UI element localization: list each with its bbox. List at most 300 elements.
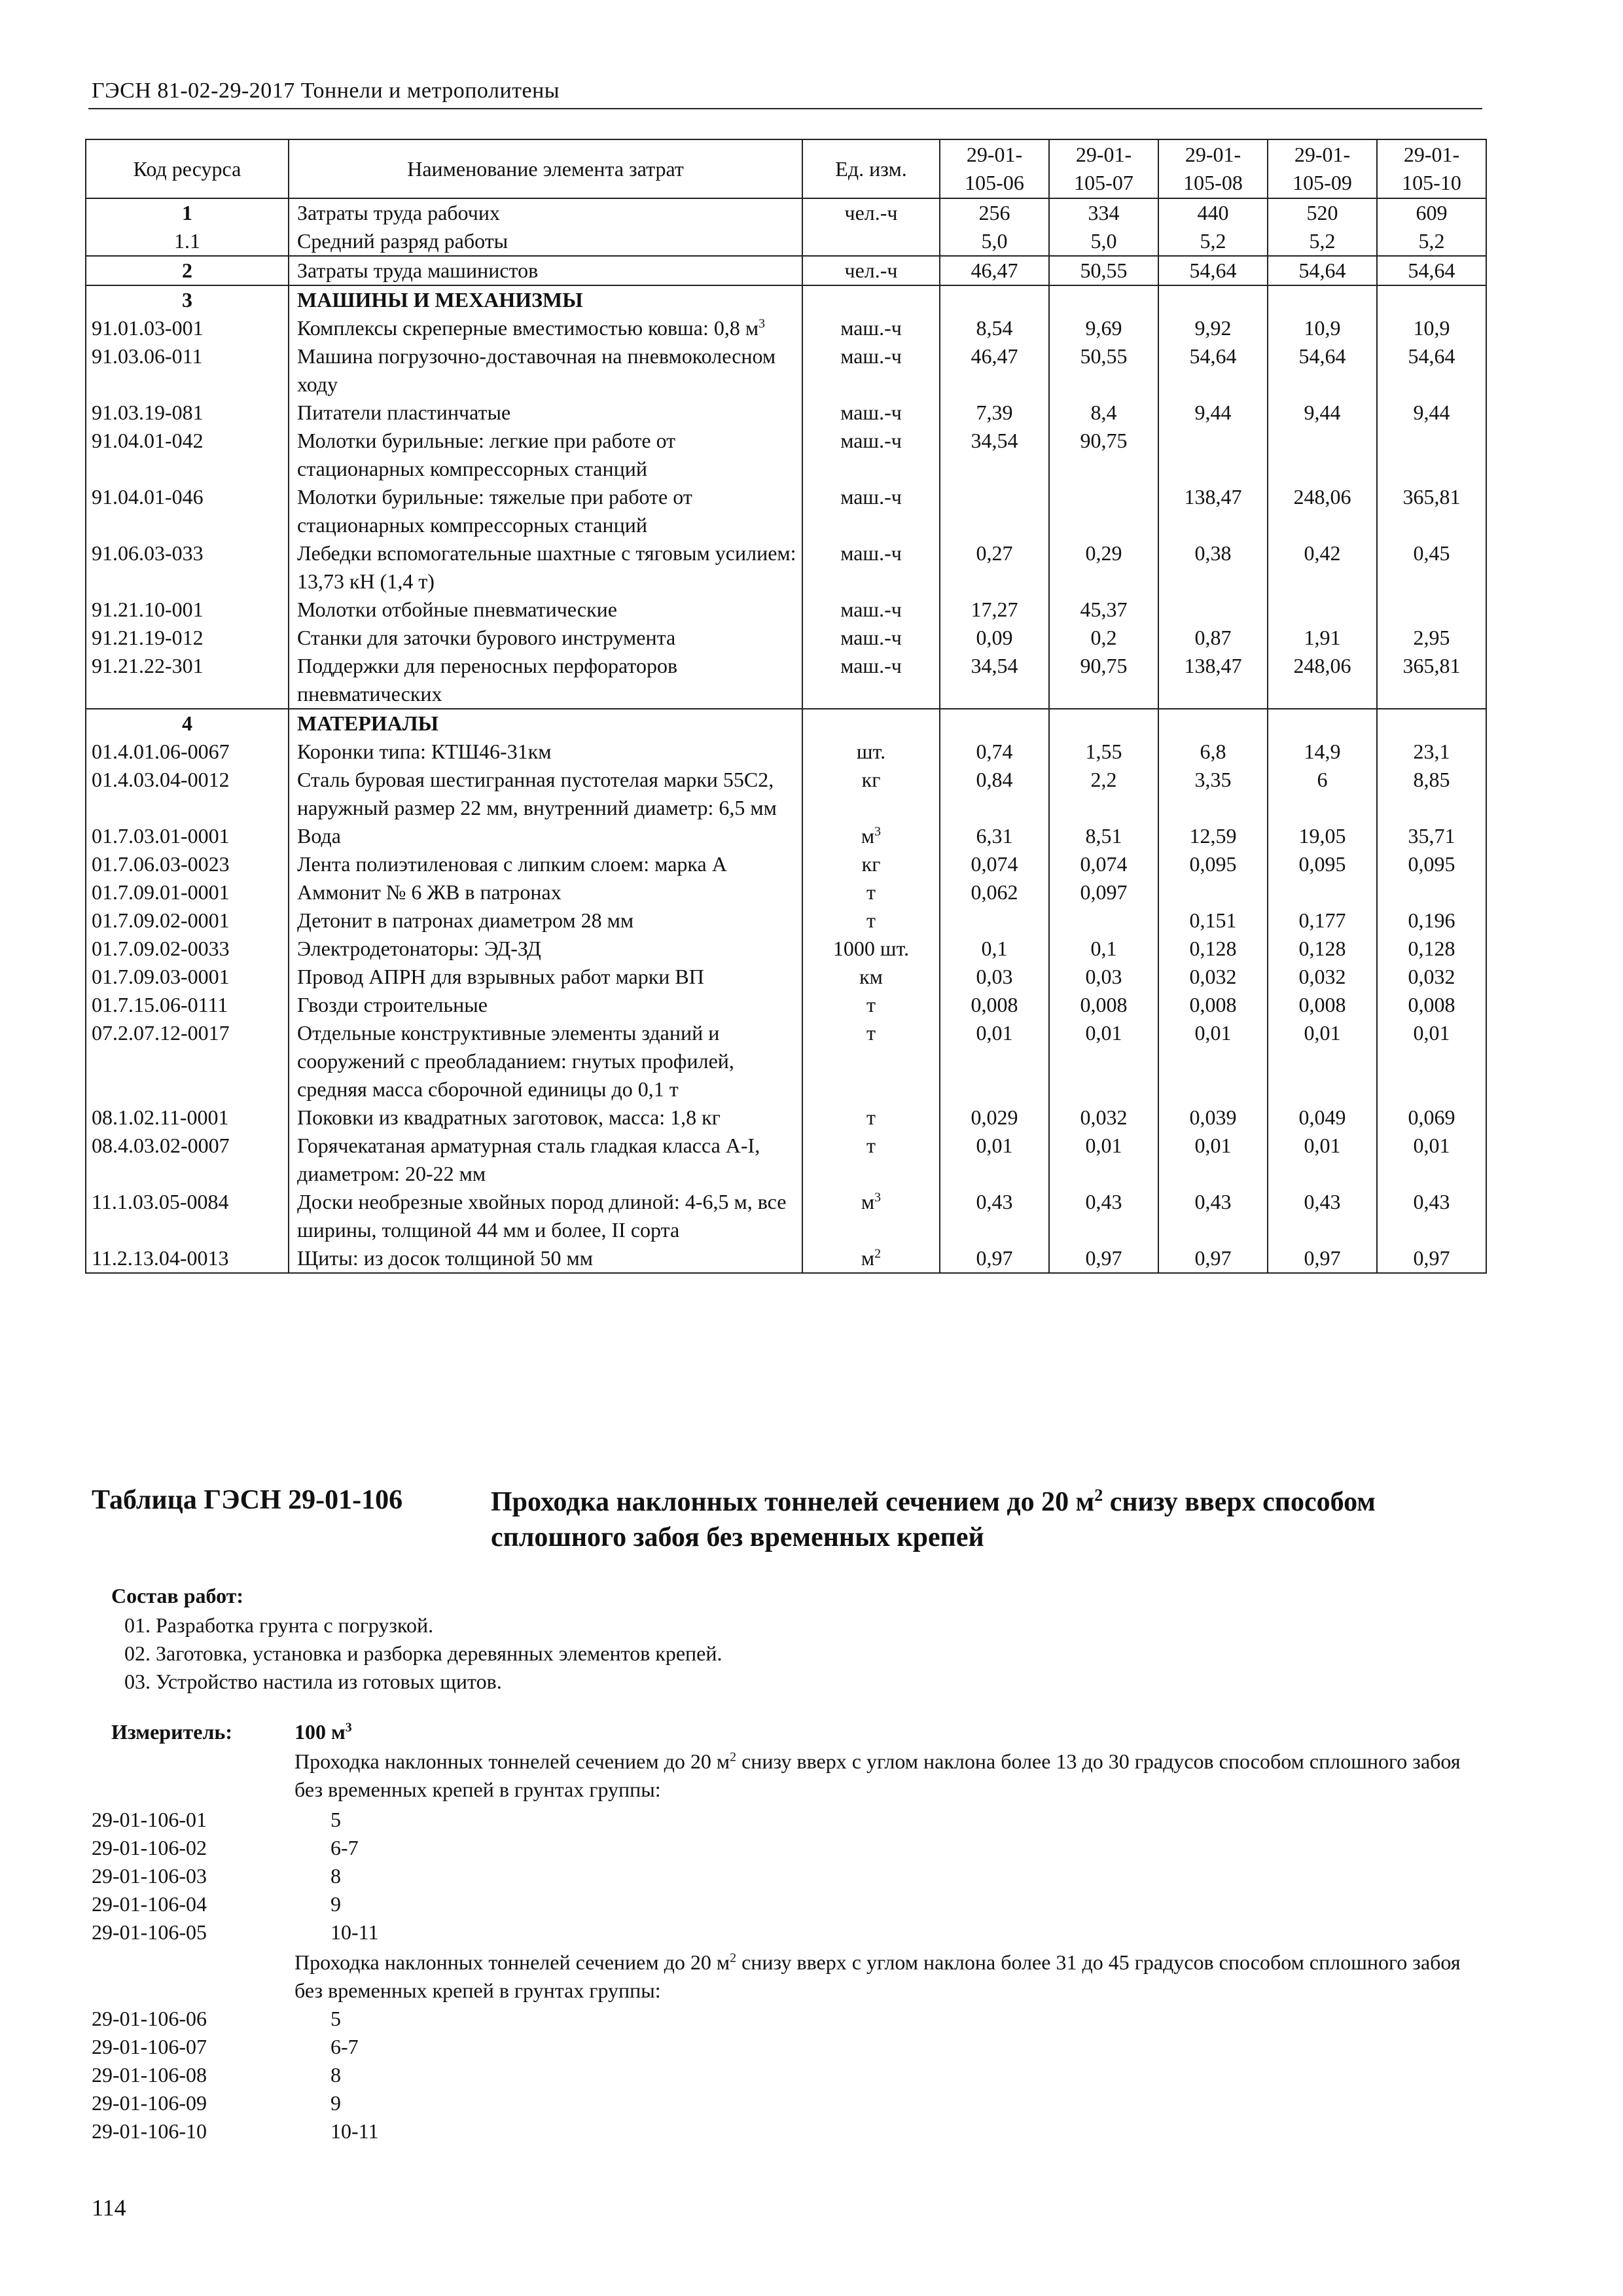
resource-code: 01.7.09.03-0001 — [86, 963, 289, 991]
resource-code: 08.4.03.02-0007 — [86, 1132, 289, 1188]
table-row — [86, 539, 1486, 596]
table-row — [86, 198, 1486, 227]
work-composition-item: 01. Разработка грунта с погрузкой. — [124, 1613, 434, 1637]
rate-value: 0,039 — [1158, 1103, 1268, 1132]
resource-code: 91.06.03-033 — [86, 539, 289, 596]
rate-value — [1377, 878, 1486, 906]
resource-name: Лента полиэтиленовая с липким слоем: марка А — [289, 850, 802, 878]
rate-value: 248,06 — [1268, 483, 1377, 539]
resource-code: 01.7.09.01-0001 — [86, 878, 289, 906]
rate-value: 365,81 — [1377, 483, 1486, 539]
rate-value — [1158, 596, 1268, 624]
rate-value: 0,074 — [940, 850, 1049, 878]
rate-value: 5,2 — [1377, 227, 1486, 256]
rate-value: 0,97 — [1158, 1244, 1268, 1273]
resource-name: Вода — [289, 822, 802, 850]
resource-code: 01.7.15.06-0111 — [86, 991, 289, 1019]
rate-value: 0,01 — [1268, 1019, 1377, 1103]
table-row — [86, 1103, 1486, 1132]
rate-value: 6,8 — [1158, 738, 1268, 766]
rate-value: 0,095 — [1158, 850, 1268, 878]
rate-value: 0,097 — [1049, 878, 1158, 906]
soil-group: 9 — [330, 1892, 341, 1916]
unit-cell: $м^3$ — [802, 822, 940, 850]
resource-name: Молотки бурильные: тяжелые при работе от стационарных компрессорных станций — [289, 483, 802, 539]
resource-code: 11.2.13.04-0013 — [86, 1244, 289, 1273]
work-composition-title: Состав работ: — [111, 1584, 244, 1607]
rate-value: 138,47 — [1158, 652, 1268, 709]
item-code: 29-01-106-05 — [92, 1920, 207, 1944]
rate-value: 0,01 — [940, 1019, 1049, 1103]
unit-cell: т — [802, 878, 940, 906]
resource-name: Затраты труда машинистов — [289, 256, 802, 285]
rate-value: 334 — [1049, 198, 1158, 227]
unit-cell: км — [802, 963, 940, 991]
rate-value: 609 — [1377, 198, 1486, 227]
rate-value: 50,55 — [1049, 342, 1158, 399]
rate-value: 0,43 — [940, 1188, 1049, 1244]
table-row — [86, 399, 1486, 427]
col-header-code: Код ресурса — [86, 139, 289, 198]
resource-name: Гвозди строительные — [289, 991, 802, 1019]
rate-value: 0,01 — [1268, 1132, 1377, 1188]
rate-value: 0,196 — [1377, 906, 1486, 935]
resource-name: Провод АПРН для взрывных работ марки ВП — [289, 963, 802, 991]
table-row — [86, 427, 1486, 483]
resource-name: Аммонит № 6 ЖВ в патронах — [289, 878, 802, 906]
rate-value: 365,81 — [1377, 652, 1486, 709]
rate-value: 0,095 — [1377, 850, 1486, 878]
table-row — [86, 850, 1486, 878]
rate-value: 0,032 — [1158, 963, 1268, 991]
table-row — [86, 991, 1486, 1019]
table-row — [86, 766, 1486, 822]
table-body — [86, 198, 1486, 1273]
resource-name: Лебедки вспомогательные шахтные с тяговым усилием: 13,73 кН (1,4 т) — [289, 539, 802, 596]
soil-group: 10-11 — [330, 1920, 379, 1944]
rate-value: 50,55 — [1049, 256, 1158, 285]
resource-name: Машина погрузочно-доставочная на пневмоколесном ходу — [289, 342, 802, 399]
resource-name: Сталь буровая шестигранная пустотелая марки 55С2, наружный размер 22 мм, внутренний диаметр: 6,5 мм — [289, 766, 802, 822]
rate-value: 0,151 — [1158, 906, 1268, 935]
table-row — [86, 935, 1486, 963]
rate-value: 9,92 — [1158, 314, 1268, 342]
item-code: 29-01-106-06 — [92, 2007, 207, 2030]
table-row — [86, 227, 1486, 256]
table-row — [86, 483, 1486, 539]
rate-value: 0,87 — [1158, 624, 1268, 652]
col-header-rate-line1: 29-01- — [1075, 143, 1132, 166]
rate-value: 0,008 — [1158, 991, 1268, 1019]
rate-value: 138,47 — [1158, 483, 1268, 539]
col-header-rate — [1377, 139, 1486, 198]
rate-value: 54,64 — [1268, 342, 1377, 399]
rate-value — [1158, 878, 1268, 906]
rate-value: 2,95 — [1377, 624, 1486, 652]
rate-value: 9,69 — [1049, 314, 1158, 342]
resource-name: Комплексы скреперные вместимостью ковша: 0,8 $м^3$ — [289, 314, 802, 342]
rate-value: 0,177 — [1268, 906, 1377, 935]
table-row — [86, 822, 1486, 850]
table-row — [86, 963, 1486, 991]
rate-value: 5,2 — [1158, 227, 1268, 256]
resource-code: 4 — [86, 709, 289, 738]
rate-value: 0,008 — [1049, 991, 1158, 1019]
unit-cell: т — [802, 1019, 940, 1103]
table-heading: Проходка наклонных тоннелей сечением до 20 $м^2$ снизу вверх способом сплошного забоя без временных крепей — [491, 1486, 1376, 1552]
rate-value — [1377, 709, 1486, 738]
rate-value: 0,97 — [940, 1244, 1049, 1273]
item-code: 29-01-106-03 — [92, 1864, 207, 1888]
resource-name: Молотки бурильные: легкие при работе от стационарных компрессорных станций — [289, 427, 802, 483]
col-header-rate-line1: 29-01- — [1294, 143, 1351, 166]
item-code: 29-01-106-01 — [92, 1808, 207, 1831]
resource-name: Поковки из квадратных заготовок, масса: 1,8 кг — [289, 1103, 802, 1132]
rate-value: 54,64 — [1158, 342, 1268, 399]
soil-group: 5 — [330, 1808, 341, 1831]
rate-value: 7,39 — [940, 399, 1049, 427]
rate-value: 0,008 — [1268, 991, 1377, 1019]
rate-value: 5,0 — [940, 227, 1049, 256]
unit-cell: маш.-ч — [802, 427, 940, 483]
soil-group: 6-7 — [330, 2035, 359, 2058]
rate-value: 0,1 — [940, 935, 1049, 963]
soil-group: 10-11 — [330, 2119, 379, 2143]
table-row — [86, 1244, 1486, 1273]
col-header-rate — [1158, 139, 1268, 198]
meter-label: Измеритель: — [111, 1720, 232, 1744]
rate-value: 19,05 — [1268, 822, 1377, 850]
rate-value: 10,9 — [1268, 314, 1377, 342]
rate-value: 0,97 — [1268, 1244, 1377, 1273]
resource-code: 91.03.06-011 — [86, 342, 289, 399]
rate-value: 0,032 — [1049, 1103, 1158, 1132]
section-heading: МАТЕРИАЛЫ — [289, 709, 802, 738]
col-header-rate — [1049, 139, 1158, 198]
rate-value — [940, 483, 1049, 539]
rate-value: 54,64 — [1268, 256, 1377, 285]
rate-value: 0,01 — [940, 1132, 1049, 1188]
rate-value: 0,01 — [1377, 1132, 1486, 1188]
rate-value: 0,42 — [1268, 539, 1377, 596]
rate-value: 0,008 — [1377, 991, 1486, 1019]
rate-value: 5,2 — [1268, 227, 1377, 256]
rate-value: 0,008 — [940, 991, 1049, 1019]
resource-code: 91.21.19-012 — [86, 624, 289, 652]
meter-unit: 100 $м^3$ — [294, 1720, 352, 1744]
table-row — [86, 906, 1486, 935]
table-row — [86, 624, 1486, 652]
rate-value — [1158, 709, 1268, 738]
rate-value — [1377, 596, 1486, 624]
rate-value: 0,43 — [1377, 1188, 1486, 1244]
section-heading: МАШИНЫ И МЕХАНИЗМЫ — [289, 285, 802, 314]
resource-code: 91.03.19-081 — [86, 399, 289, 427]
resource-code: 1.1 — [86, 227, 289, 256]
rate-value: 0,128 — [1377, 935, 1486, 963]
rate-value: 248,06 — [1268, 652, 1377, 709]
unit-cell: чел.-ч — [802, 198, 940, 227]
rate-value: 23,1 — [1377, 738, 1486, 766]
resource-code: 01.7.09.02-0001 — [86, 906, 289, 935]
unit-cell: $м^3$ — [802, 1188, 940, 1244]
unit-cell: т — [802, 1103, 940, 1132]
work-composition-list — [124, 1611, 722, 1696]
rate-value: 0,74 — [940, 738, 1049, 766]
item-code: 29-01-106-02 — [92, 1836, 207, 1859]
col-header-rate-line2: 105-10 — [1402, 171, 1461, 194]
item-code: 29-01-106-04 — [92, 1892, 207, 1916]
unit-cell: маш.-ч — [802, 314, 940, 342]
unit-cell: т — [802, 991, 940, 1019]
rate-value: 90,75 — [1049, 652, 1158, 709]
work-composition-item: 03. Устройство настила из готовых щитов. — [124, 1670, 502, 1693]
rate-value: 0,01 — [1049, 1019, 1158, 1103]
table-row — [86, 285, 1486, 314]
rate-value: 3,35 — [1158, 766, 1268, 822]
rate-value: 0,45 — [1377, 539, 1486, 596]
table-row — [86, 256, 1486, 285]
resource-code: 3 — [86, 285, 289, 314]
unit-cell: $м^2$ — [802, 1244, 940, 1273]
resource-code: 2 — [86, 256, 289, 285]
table-row — [86, 738, 1486, 766]
rate-value: 46,47 — [940, 342, 1049, 399]
page-number: 114 — [92, 2195, 126, 2221]
resource-code: 91.21.22-301 — [86, 652, 289, 709]
soil-group: 9 — [330, 2091, 341, 2115]
rate-value — [940, 906, 1049, 935]
resource-name: Станки для заточки бурового инструмента — [289, 624, 802, 652]
rate-value: 9,44 — [1268, 399, 1377, 427]
rate-value: 0,29 — [1049, 539, 1158, 596]
rate-value: 256 — [940, 198, 1049, 227]
rate-value: 34,54 — [940, 652, 1049, 709]
item-code: 29-01-106-07 — [92, 2035, 207, 2058]
rate-value: 14,9 — [1268, 738, 1377, 766]
rate-value: 54,64 — [1377, 256, 1486, 285]
col-header-name: Наименование элемента затрат — [289, 139, 802, 198]
resource-code: 08.1.02.11-0001 — [86, 1103, 289, 1132]
table-title: Таблица ГЭСН 29-01-106 — [92, 1485, 403, 1515]
rate-value: 34,54 — [940, 427, 1049, 483]
table-row — [86, 1132, 1486, 1188]
resource-code: 11.1.03.05-0084 — [86, 1188, 289, 1244]
rate-value: 520 — [1268, 198, 1377, 227]
rate-value: 0,032 — [1268, 963, 1377, 991]
table-row — [86, 1188, 1486, 1244]
resource-code: 91.01.03-001 — [86, 314, 289, 342]
work-description-1: Проходка наклонных тоннелей сечением до 20 $м^2$ снизу вверх с углом наклона более 13 до 30 градусов способом сплошного забоя без временных крепей в грунтах группы: — [294, 1749, 1461, 1801]
unit-cell — [802, 709, 940, 738]
unit-cell: чел.-ч — [802, 256, 940, 285]
resource-code: 07.2.07.12-0017 — [86, 1019, 289, 1103]
rate-value: 0,032 — [1377, 963, 1486, 991]
table-row — [86, 652, 1486, 709]
resource-code: 01.7.09.02-0033 — [86, 935, 289, 963]
work-description-2: Проходка наклонных тоннелей сечением до 20 $м^2$ снизу вверх с углом наклона более 31 до 45 градусов способом сплошного забоя без временных крепей в грунтах группы: — [294, 1950, 1461, 2002]
col-header-rate-line2: 105-06 — [965, 171, 1024, 194]
rate-value: 0,43 — [1049, 1188, 1158, 1244]
soil-group: 5 — [330, 2007, 341, 2030]
rate-value — [1158, 285, 1268, 314]
table-row — [86, 342, 1486, 399]
rate-value: 54,64 — [1377, 342, 1486, 399]
resource-table — [85, 139, 1487, 1274]
rate-value: 0,069 — [1377, 1103, 1486, 1132]
soil-group: 8 — [330, 2063, 341, 2087]
resource-name: Затраты труда рабочих — [289, 198, 802, 227]
resource-code: 91.04.01-046 — [86, 483, 289, 539]
rate-value — [1377, 427, 1486, 483]
header-rule — [88, 108, 1482, 109]
rate-value: 17,27 — [940, 596, 1049, 624]
rate-value: 6,31 — [940, 822, 1049, 850]
rate-value: 0,074 — [1049, 850, 1158, 878]
rate-value: 9,44 — [1158, 399, 1268, 427]
resource-name: Коронки типа: КТШ46-31км — [289, 738, 802, 766]
rate-value: 8,51 — [1049, 822, 1158, 850]
col-header-rate-line1: 29-01- — [1185, 143, 1241, 166]
unit-cell: 1000 шт. — [802, 935, 940, 963]
rate-value: 0,03 — [940, 963, 1049, 991]
unit-cell: маш.-ч — [802, 596, 940, 624]
rate-value: 10,9 — [1377, 314, 1486, 342]
rate-value: 35,71 — [1377, 822, 1486, 850]
rate-value: 0,1 — [1049, 935, 1158, 963]
rate-value: 0,01 — [1158, 1132, 1268, 1188]
rate-value: 0,049 — [1268, 1103, 1377, 1132]
resource-name: Щиты: из досок толщиной 50 мм — [289, 1244, 802, 1273]
col-header-rate — [940, 139, 1049, 198]
table-row — [86, 878, 1486, 906]
unit-cell: кг — [802, 850, 940, 878]
rate-value: 1,91 — [1268, 624, 1377, 652]
col-header-rate — [1268, 139, 1377, 198]
rate-value: 9,44 — [1377, 399, 1486, 427]
table-row — [86, 1019, 1486, 1103]
rate-value: 440 — [1158, 198, 1268, 227]
rate-value: 0,062 — [940, 878, 1049, 906]
rate-value: 0,01 — [1158, 1019, 1268, 1103]
rate-value: 0,38 — [1158, 539, 1268, 596]
rate-value: 0,09 — [940, 624, 1049, 652]
rate-value: 0,43 — [1268, 1188, 1377, 1244]
rate-value: 0,2 — [1049, 624, 1158, 652]
unit-cell: маш.-ч — [802, 483, 940, 539]
rate-value: 0,27 — [940, 539, 1049, 596]
resource-name: Поддержки для переносных перфораторов пневматических — [289, 652, 802, 709]
rate-value: 5,0 — [1049, 227, 1158, 256]
rate-value — [1049, 483, 1158, 539]
rate-value — [1377, 285, 1486, 314]
rate-value: 8,85 — [1377, 766, 1486, 822]
rate-value: 45,37 — [1049, 596, 1158, 624]
table-row — [86, 596, 1486, 624]
rate-value — [1268, 709, 1377, 738]
col-header-rate-line2: 105-07 — [1074, 171, 1133, 194]
rate-value — [940, 285, 1049, 314]
rate-value: 0,01 — [1049, 1132, 1158, 1188]
unit-cell: маш.-ч — [802, 342, 940, 399]
resource-name: Доски необрезные хвойных пород длиной: 4-6,5 м, все ширины, толщиной 44 мм и более, II сорта — [289, 1188, 802, 1244]
rate-value: 8,4 — [1049, 399, 1158, 427]
rate-value: 54,64 — [1158, 256, 1268, 285]
col-header-rate-line2: 105-08 — [1183, 171, 1243, 194]
rate-value — [1049, 285, 1158, 314]
rate-value: 0,01 — [1377, 1019, 1486, 1103]
unit-cell: т — [802, 906, 940, 935]
unit-cell: т — [802, 1132, 940, 1188]
resource-code: 1 — [86, 198, 289, 227]
resource-name: Молотки отбойные пневматические — [289, 596, 802, 624]
resource-name: Электродетонаторы: ЭД-ЗД — [289, 935, 802, 963]
rate-value — [940, 709, 1049, 738]
work-composition-item: 02. Заготовка, установка и разборка деревянных элементов крепей. — [124, 1641, 722, 1665]
rate-value: 2,2 — [1049, 766, 1158, 822]
item-code: 29-01-106-09 — [92, 2091, 207, 2115]
soil-group: 6-7 — [330, 1836, 359, 1859]
rate-value: 90,75 — [1049, 427, 1158, 483]
resource-name: Питатели пластинчатые — [289, 399, 802, 427]
unit-cell: маш.-ч — [802, 539, 940, 596]
rate-value — [1049, 906, 1158, 935]
unit-cell — [802, 227, 940, 256]
rate-value — [1049, 709, 1158, 738]
item-code: 29-01-106-08 — [92, 2063, 207, 2087]
running-header: ГЭСН 81-02-29-2017 Тоннели и метрополитены — [92, 79, 560, 103]
rate-value: 0,029 — [940, 1103, 1049, 1132]
rate-value: 0,97 — [1377, 1244, 1486, 1273]
unit-cell: кг — [802, 766, 940, 822]
rate-value — [1268, 596, 1377, 624]
rate-value: 1,55 — [1049, 738, 1158, 766]
unit-cell: маш.-ч — [802, 624, 940, 652]
rate-value: 0,128 — [1158, 935, 1268, 963]
resource-name: Горячекатаная арматурная сталь гладкая класса А-I, диаметром: 20-22 мм — [289, 1132, 802, 1188]
table-row — [86, 314, 1486, 342]
rate-value: 0,97 — [1049, 1244, 1158, 1273]
col-header-rate-line2: 105-09 — [1293, 171, 1352, 194]
unit-cell: шт. — [802, 738, 940, 766]
resource-code: 91.04.01-042 — [86, 427, 289, 483]
col-header-rate-line1: 29-01- — [966, 143, 1023, 166]
rate-value: 0,128 — [1268, 935, 1377, 963]
unit-cell: маш.-ч — [802, 399, 940, 427]
rate-value — [1268, 427, 1377, 483]
rate-value: 0,43 — [1158, 1188, 1268, 1244]
resource-code: 01.4.03.04-0012 — [86, 766, 289, 822]
resource-code: 01.4.01.06-0067 — [86, 738, 289, 766]
resource-name: Отдельные конструктивные элементы зданий и сооружений с преобладанием: гнутых профилей, средняя масса сборочной единицы до 0,1 т — [289, 1019, 802, 1103]
unit-cell: маш.-ч — [802, 652, 940, 709]
unit-cell — [802, 285, 940, 314]
rate-value: 0,84 — [940, 766, 1049, 822]
resource-name: Детонит в патронах диаметром 28 мм — [289, 906, 802, 935]
col-header-rate-line1: 29-01- — [1403, 143, 1460, 166]
rate-value: 0,095 — [1268, 850, 1377, 878]
resource-code: 01.7.06.03-0023 — [86, 850, 289, 878]
rate-value: 8,54 — [940, 314, 1049, 342]
resource-code: 91.21.10-001 — [86, 596, 289, 624]
table-row — [86, 709, 1486, 738]
resource-code: 01.7.03.01-0001 — [86, 822, 289, 850]
rate-value: 12,59 — [1158, 822, 1268, 850]
resource-name: Средний разряд работы — [289, 227, 802, 256]
item-code: 29-01-106-10 — [92, 2119, 207, 2143]
rate-value: 46,47 — [940, 256, 1049, 285]
rate-value — [1268, 878, 1377, 906]
